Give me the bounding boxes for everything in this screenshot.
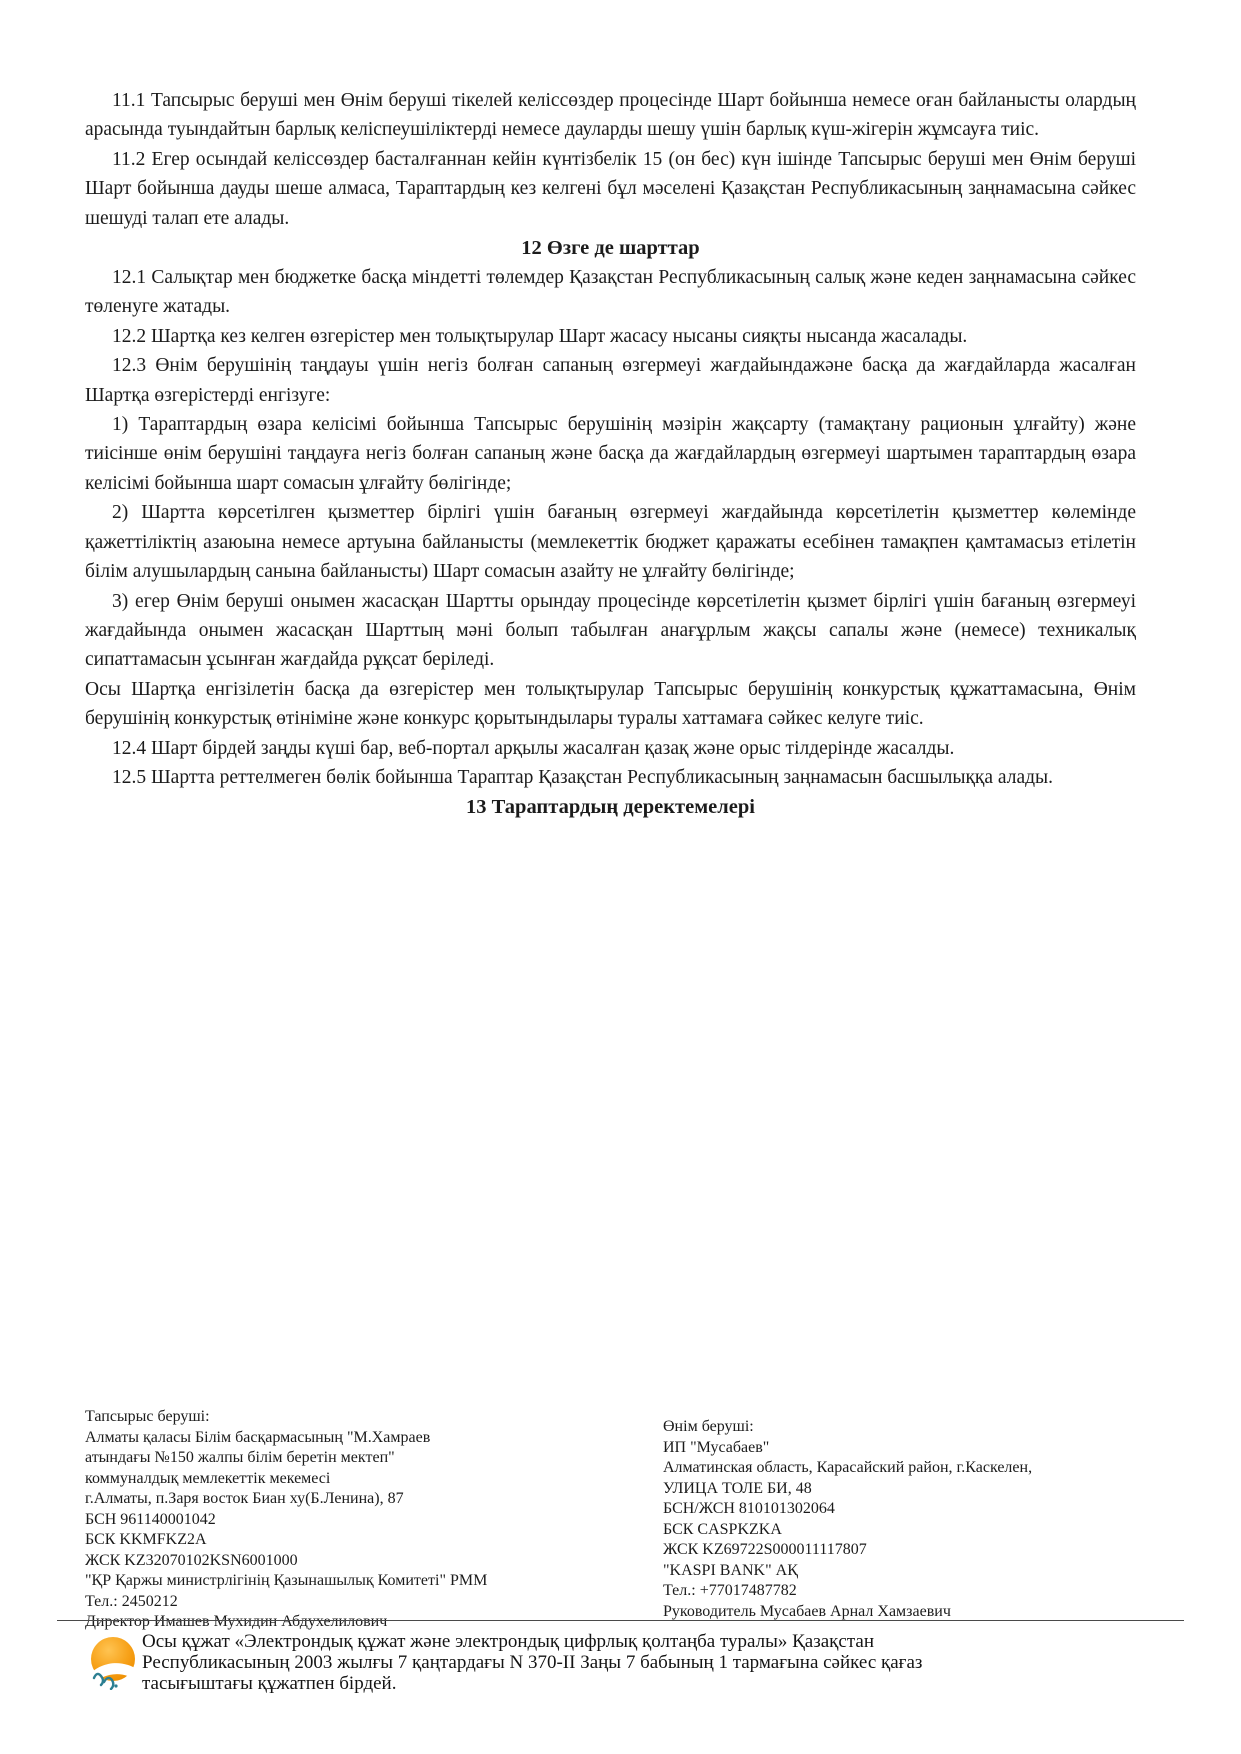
esign-notice-line-2: Республикасының 2003 жылғы 7 қаңтардағы N 370-II Заңы 7 бабының 1 тармағына сәйкес қағаз: [142, 1652, 923, 1674]
customer-signatory: Директор Имашев Мухидин Абдухелилович: [85, 1613, 388, 1630]
supplier-requisites: [663, 1417, 1193, 1622]
supplier-bank: "KASPI BANK" АҚ: [663, 1561, 798, 1579]
list-item-2: 2) Шартта көрсетілген қызметтер бірлігі үшін бағаның өзгермеуі жағдайында көрсетілетін қызметтер көлемінде қажеттіліктің азаюына немесе артуына байланысты (мемлекеттік бюджет қаражаты есебінен тамақпен қамтамасыз етілетін білім алушылардың санына байланысты) Шарт сомасын азайту не ұлғайту бөлігінде;: [85, 502, 1136, 583]
list-item-1: 1) Тараптардың өзара келісімі бойынша Тапсырыс берушінің мәзірін жақсарту (тамақтану рационын ұлғайту) және тиісінше өнім берушіні таңдауға негіз болған сапаның және басқа да жағдайлардың өзгермеуі шартымен тараптардың өзара келісімі бойынша шарт сомасын ұлғайту бөлігінде;: [85, 414, 1136, 494]
customer-phone: Тел.: 2450212: [85, 1592, 178, 1610]
paragraph-12-2: 12.2 Шартқа кез келген өзгерістер мен толықтырулар Шарт жасасу нысаны сияқты нысанда жасалады.: [112, 325, 968, 347]
supplier-phone: Тел.: +77017487782: [663, 1582, 797, 1599]
customer-bin: БСН 961140001042: [85, 1510, 216, 1528]
supplier-address-line-2: УЛИЦА ТОЛЕ БИ, 48: [663, 1479, 812, 1497]
customer-name-line-1: Алматы қаласы Білім басқармасының "М.Хамраев: [85, 1428, 431, 1446]
paragraph-12-1: 12.1 Салықтар мен бюджетке басқа міндетті төлемдер Қазақстан Республикасының салық және кеден заңнамасына сәйкес төленуге жатады.: [85, 267, 1136, 318]
supplier-bik: БСК CASPKZKA: [663, 1520, 782, 1538]
esign-notice: [142, 1631, 922, 1695]
customer-bik: БСК KKMFKZ2A: [85, 1531, 207, 1548]
paragraph-11-1: 11.1 Тапсырыс беруші мен Өнім беруші тікелей келіссөздер процесінде Шарт бойынша немесе оған байланысты олардың арасында туындайтын барлық келіспеушіліктерді немесе дауларды шешу үшін барлық күш-жігерін жұмсауға тиіс.: [85, 90, 1136, 141]
customer-iban: ЖСК KZ32070102KSN6001000: [85, 1551, 298, 1569]
supplier-signatory: Руководитель Мусабаев Арнал Хамзаевич: [663, 1602, 951, 1620]
customer-requisites: [85, 1407, 645, 1633]
supplier-label: Өнім беруші:: [663, 1418, 754, 1435]
esign-notice-line-1: Осы құжат «Электрондық құжат және электрондық цифрлық қолтаңба туралы» Қазақстан: [142, 1631, 874, 1652]
contract-body: [85, 86, 1136, 822]
paragraph-12-4: 12.4 Шарт бірдей заңды күші бар, веб-портал арқылы жасалған қазақ және орыс тілдерінде жасалды.: [112, 737, 955, 759]
list-item-3: 3) егер Өнім беруші онымен жасасқан Шартты орындау процесінде көрсетілетін қызмет бірлігі үшін бағаның өзгермеуі жағдайында онымен жасасқан Шарттың мәні болып табылған анағұрлым жақсы сапалы және (немесе) техникалық сипаттамасын ұсынған жағдайда рұқсат беріледі.: [85, 590, 1136, 671]
egov-stamp-icon: [84, 1634, 140, 1690]
customer-bank: "ҚР Қаржы министрлігінің Қазынашылық Комитеті" РММ: [85, 1572, 488, 1589]
section-heading-13: 13 Тараптардың деректемелері: [466, 796, 755, 819]
customer-name-line-3: коммуналдық мемлекеттік мекемесі: [85, 1469, 331, 1487]
paragraph-11-2: 11.2 Егер осындай келіссөздер басталғаннан кейін күнтізбелік 15 (он бес) күн ішінде Тапсырыс беруші мен Өнім беруші Шарт бойынша дауды шеше алмаса, Тараптардың кез келгені бұл мәселені Қазақстан Республикасының заңнамасына сәйкес шешуді талап ете алады.: [85, 148, 1136, 229]
section-heading-12: 12 Өзге де шарттар: [521, 237, 700, 260]
paragraph-12-3: 12.3 Өнім берушінің таңдауы үшін негіз болған сапаның өзгермеуі жағдайындажәне басқа да жағдайларда жасалған Шартқа өзгерістерді енгізуге:: [85, 355, 1136, 406]
footer-divider-line: [57, 1620, 1184, 1621]
paragraph-12-3-continuation: Осы Шартқа енгізілетін басқа да өзгерістер мен толықтырулар Тапсырыс берушінің конкурстық құжаттамасына, Өнім берушінің конкурстық өтініміне және конкурс қорытындылары туралы хаттамаға сәйкес келуге тиіс.: [85, 678, 1136, 730]
supplier-iban: ЖСК KZ69722S000011117807: [663, 1541, 867, 1558]
customer-label: Тапсырыс беруші:: [85, 1408, 210, 1425]
paragraph-12-5: 12.5 Шартта реттелмеген бөлік бойынша Тараптар Қазақстан Республикасының заңнамасын басшылыққа алады.: [112, 766, 1054, 788]
supplier-bin: БСН/ЖСН 810101302064: [663, 1500, 835, 1517]
customer-name-line-2: атындағы №150 жалпы білім беретін мектеп": [85, 1449, 395, 1466]
supplier-name: ИП "Мусабаев": [663, 1438, 770, 1456]
supplier-address-line-1: Алматинская область, Карасайский район, г.Каскелен,: [663, 1459, 1033, 1476]
esign-notice-line-3: тасығыштағы құжатпен бірдей.: [142, 1673, 397, 1695]
customer-address: г.Алматы, п.Заря восток Биан ху(Б.Ленина), 87: [85, 1490, 404, 1507]
